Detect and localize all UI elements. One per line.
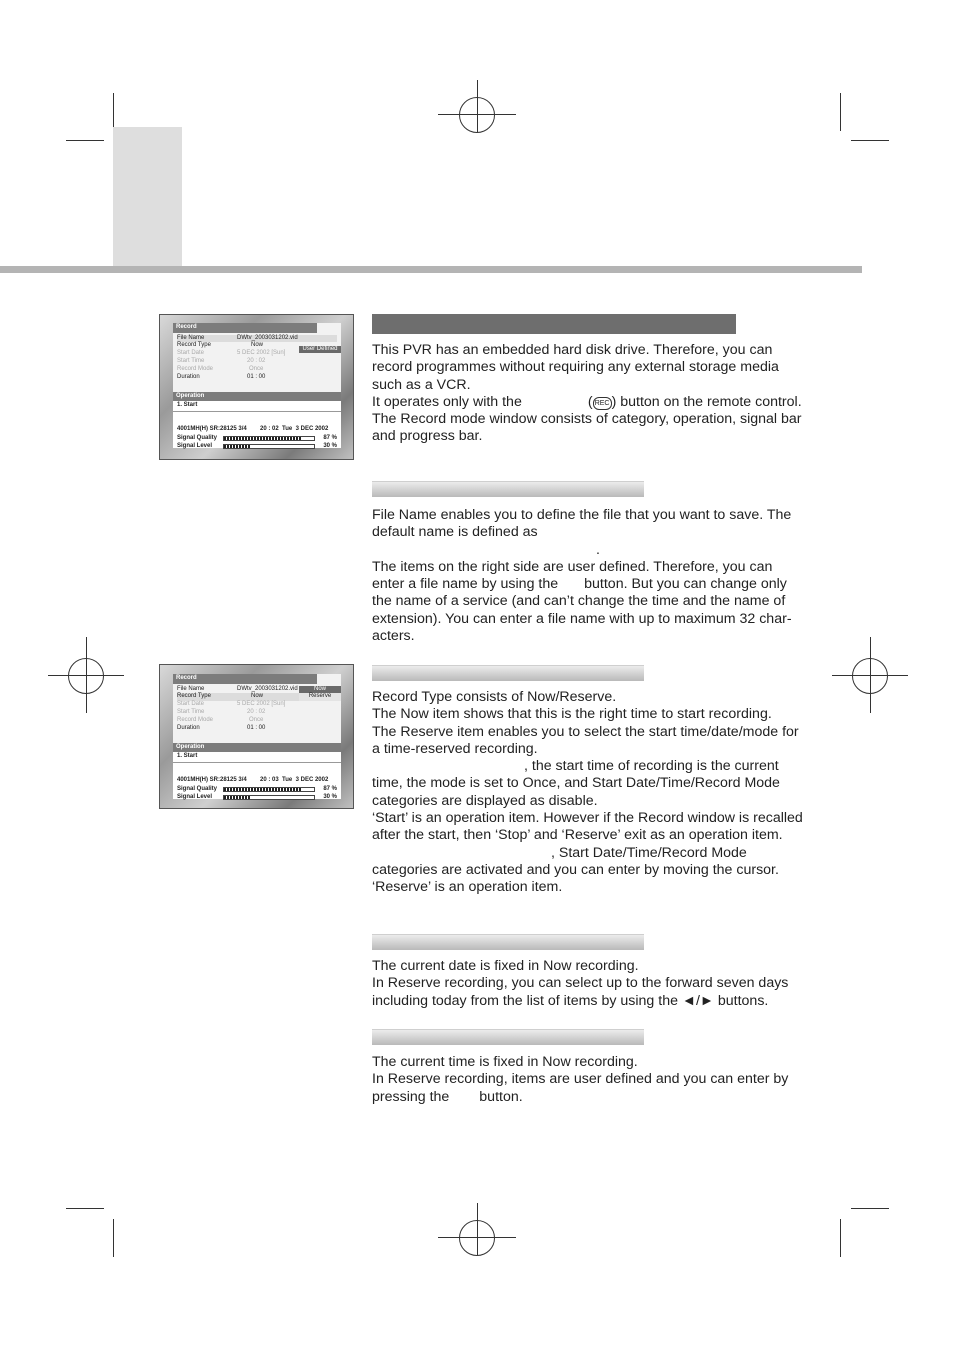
- field-row[interactable]: Duration 01 : 00: [177, 724, 266, 731]
- paragraph: , Start Date/Time/Record Mode categories are activated and you can enter by moving the cursor.: [372, 844, 779, 878]
- chapter-tab: [113, 127, 182, 272]
- paragraph: The current date is fixed in Now recording.: [372, 958, 639, 974]
- field-row: Start Time 20 : 02: [177, 708, 266, 715]
- registration-mark: [86, 637, 87, 713]
- field-row: Start Date 5 DEC 2002 [Sun]: [177, 350, 286, 357]
- paragraph: It operates only with the ( REC ) button on the remote control.: [372, 393, 802, 410]
- operation-start[interactable]: 1. Start: [173, 752, 341, 763]
- header-rule: [0, 266, 862, 273]
- crop-mark: [113, 93, 114, 131]
- signal-level-bar: [224, 445, 251, 448]
- operation-title: Operation: [173, 743, 341, 753]
- paragraph: Record Type consists of Now/Reserve.: [372, 689, 617, 705]
- field-row[interactable]: File Name DWtv_2003031202.vid: [177, 335, 337, 343]
- paragraph: In Reserve recording, you can select up to the forward seven days including today from the list of items by using the ◄/► buttons.: [372, 975, 789, 1009]
- registration-mark: [477, 1203, 478, 1255]
- option-reserve[interactable]: Reserve: [308, 693, 332, 700]
- paragraph: This PVR has an embedded hard disk drive. Therefore, you can record programmes without requiring any external storage media such as a VCR.: [372, 342, 779, 393]
- start-time-heading-bar: [372, 1029, 644, 1045]
- field-row: Start Date 5 DEC 2002 [Sun]: [177, 701, 286, 708]
- record-type-heading-bar: [372, 665, 644, 681]
- registration-mark: [870, 637, 871, 713]
- start-date-heading-bar: [372, 934, 644, 950]
- paragraph: The Record mode window consists of category, operation, signal bar and progress bar.: [372, 411, 802, 445]
- signal-level: Signal Level 30 %: [177, 793, 337, 800]
- option-panel[interactable]: [299, 346, 341, 354]
- file-name-text: [372, 507, 808, 645]
- file-name-heading-bar: [372, 481, 644, 497]
- signal-quality: Signal Quality 87 %: [177, 434, 337, 441]
- crop-mark: [66, 1208, 104, 1209]
- signal-quality-bar: [224, 437, 302, 440]
- paragraph: , the start time of recording is the current time, the mode is set to Once, and Start Date/Time/Record Mode categories are displayed as disable.: [372, 758, 780, 809]
- operation-title: Operation: [173, 392, 341, 402]
- signal-level: Signal Level 30 %: [177, 442, 337, 449]
- window-title: Record: [173, 674, 317, 684]
- status-line: 4001MH(H) SR:28125 3/4 20 : 02 Tue 3 DEC 2002: [177, 425, 329, 432]
- crop-mark: [851, 140, 889, 141]
- paragraph: The Reserve item enables you to select the start time/date/mode for a time-reserved recording.: [372, 723, 799, 757]
- registration-mark: [477, 80, 478, 132]
- status-line: 4001MH(H) SR:28125 3/4 20 : 03 Tue 3 DEC 2002: [177, 776, 329, 783]
- start-date-text: [372, 958, 808, 1010]
- crop-mark: [851, 1208, 889, 1209]
- rec-button-icon: REC: [593, 397, 612, 410]
- record-window: [173, 323, 341, 448]
- field-row: Record Mode Once: [177, 365, 264, 372]
- option-now[interactable]: Now: [299, 686, 341, 694]
- intro-text: [372, 342, 808, 446]
- crop-mark: [66, 140, 104, 141]
- record-screen-2: [159, 664, 354, 809]
- paragraph: The Now item shows that this is the right time to start recording.: [372, 706, 772, 723]
- option-user-defined[interactable]: User Defined: [299, 346, 341, 354]
- field-row[interactable]: Record Type Now: [177, 342, 264, 349]
- paragraph: File Name enables you to define the file that you want to save. The default name is defined as: [372, 507, 792, 541]
- signal-level-bar: [224, 796, 251, 799]
- paragraph: .: [596, 541, 600, 558]
- record-type-text: [372, 689, 808, 897]
- field-row: Record Mode Once: [177, 716, 264, 723]
- paragraph: The current time is fixed in Now recording.: [372, 1054, 638, 1070]
- signal-quality: Signal Quality 87 %: [177, 785, 337, 792]
- paragraph: ‘Reserve’ is an operation item.: [372, 879, 563, 896]
- crop-mark: [840, 1219, 841, 1257]
- start-time-text: [372, 1054, 808, 1106]
- status-panel: [173, 412, 341, 448]
- paragraph: The items on the right side are user defined. Therefore, you can enter a file name by using the button. But you can change only the name of a service (and can’t change the time and the name of extension). You can enter a file name with up to maximum 32 char- acters.: [372, 558, 792, 645]
- record-window: [173, 674, 341, 799]
- crop-mark: [113, 1219, 114, 1257]
- signal-quality-bar: [224, 788, 302, 791]
- option-panel[interactable]: [299, 686, 341, 701]
- field-row: Start Time 20 : 02: [177, 357, 266, 364]
- record-screen-1: [159, 314, 354, 460]
- paragraph: In Reserve recording, items are user defined and you can enter by pressing the button.: [372, 1071, 789, 1105]
- field-row[interactable]: Record Type Now: [177, 693, 337, 701]
- crop-mark: [840, 93, 841, 131]
- window-title: Record: [173, 323, 317, 333]
- section-heading-bar: [372, 314, 736, 334]
- operation-start[interactable]: 1. Start: [173, 401, 341, 412]
- paragraph: ‘Start’ is an operation item. However if the Record window is recalled after the start, then ‘Stop’ and ‘Reserve’ exit as an operation item.: [372, 810, 803, 844]
- field-row[interactable]: File Name DWtv_2003031202.vid: [177, 685, 298, 692]
- status-panel: [173, 763, 341, 799]
- field-row[interactable]: Duration 01 : 00: [177, 373, 266, 380]
